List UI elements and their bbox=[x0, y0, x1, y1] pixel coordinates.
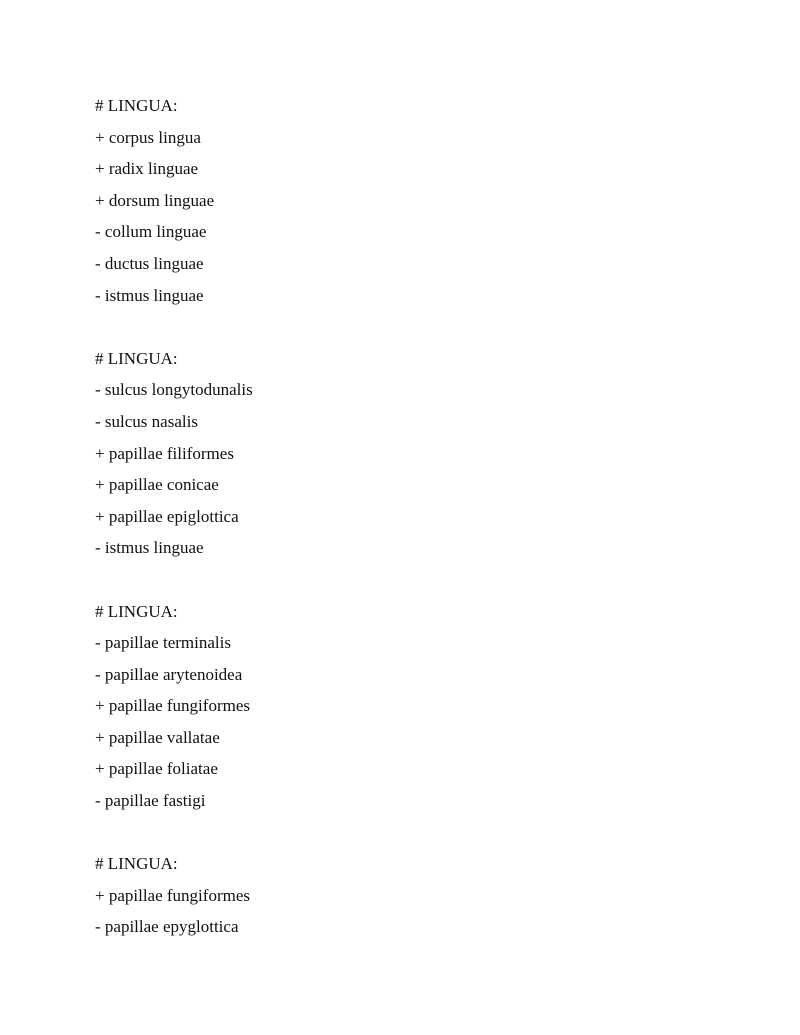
list-item: - istmus linguae bbox=[95, 285, 204, 305]
block-heading: # LINGUA: bbox=[95, 348, 178, 368]
list-item: + radix linguae bbox=[95, 159, 199, 179]
list-item: - istmus linguae bbox=[95, 538, 204, 558]
question-block-4 bbox=[95, 848, 253, 943]
list-item: + papillae fungiformes bbox=[95, 696, 250, 716]
block-heading: # LINGUA: bbox=[95, 854, 178, 874]
list-item: + papillae foliatae bbox=[95, 759, 218, 779]
list-item: + papillae fungiformes bbox=[95, 885, 250, 905]
list-item: + papillae epiglottica bbox=[95, 506, 239, 526]
question-block-1 bbox=[95, 90, 253, 311]
list-item: - papillae fastigi bbox=[95, 791, 206, 811]
block-heading: # LINGUA: bbox=[95, 96, 178, 115]
list-item: + papillae vallatae bbox=[95, 727, 220, 747]
list-item: - collum linguae bbox=[95, 222, 207, 242]
list-item: + dorsum linguae bbox=[95, 190, 215, 210]
question-block-2 bbox=[95, 343, 253, 564]
list-item: + papillae conicae bbox=[95, 475, 219, 495]
list-item: - sulcus nasalis bbox=[95, 411, 198, 431]
list-item: - papillae arytenoidea bbox=[95, 664, 243, 684]
list-item: - papillae epyglottica bbox=[95, 917, 239, 937]
list-item: - ductus linguae bbox=[95, 253, 204, 273]
list-item: - papillae terminalis bbox=[95, 633, 231, 653]
list-item: + corpus lingua bbox=[95, 127, 201, 147]
list-item: + papillae filiformes bbox=[95, 443, 234, 463]
document-body bbox=[95, 90, 253, 975]
block-heading: # LINGUA: bbox=[95, 601, 178, 621]
question-block-3 bbox=[95, 596, 253, 817]
list-item: - sulcus longytodunalis bbox=[95, 380, 253, 400]
